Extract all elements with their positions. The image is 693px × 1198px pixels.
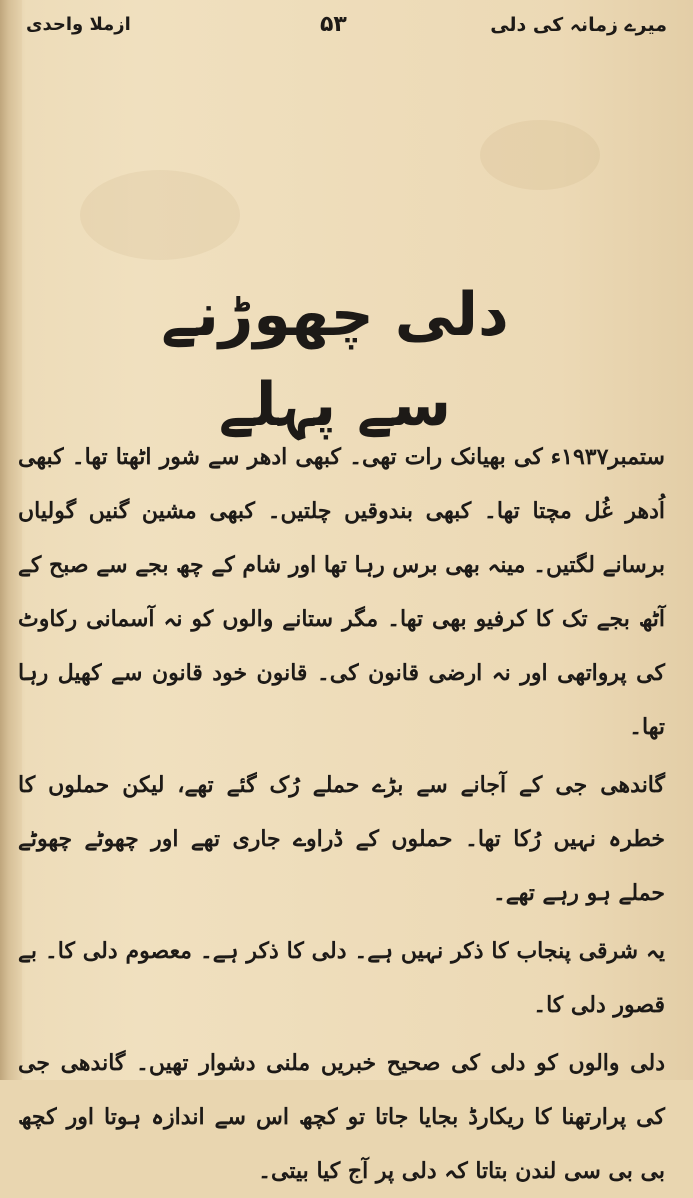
paragraph: ستمبر۱۹۳۷ء کی بھیانک رات تھی۔ کبھی ادھر سے شور اٹھتا تھا۔ کبھی اُدھر غُل مچتا تھا۔ کبھی بندوقیں چلتیں۔ کبھی مشین گنیں گولیاں برسانے لگتیں۔ مینہ بھی برس رہا تھا اور شام کے چھ بجے سے صبح کے آٹھ بجے تک کا کرفیو بھی تھا۔ مگر ستانے والوں کو نہ آسمانی رکاوٹ کی پرواتھی اور نہ ارضی قانون کی۔ قانون خود قانون سے کھیل رہا تھا۔ xyxy=(18,444,665,740)
page-header xyxy=(26,10,667,54)
paragraph: دلی والوں کو دلی کی صحیح خبریں ملنی دشوار تھیں۔ گاندھی جی کی پرارتھنا کا ریکارڈ بجایا جاتا تو کچھ اس سے اندازہ ہوتا اور کچھ بی بی سی لندن بتاتا کہ دلی پر آج کیا بیتی۔ xyxy=(18,1050,665,1184)
paragraph: گاندھی جی کے آجانے سے بڑے حملے رُک گئے تھے، لیکن حملوں کا خطرہ نہیں رُکا تھا۔ حملوں کے ڈراوے جاری تھے اور چھوٹے چھوٹے حملے ہو رہے تھے۔ xyxy=(18,772,665,906)
paper-stain xyxy=(80,170,240,260)
paragraph: یہ شرقی پنجاب کا ذکر نہیں ہے۔ دلی کا ذکر ہے۔ معصوم دلی کا۔ بے قصور دلی کا۔ xyxy=(18,938,665,1018)
running-head-book-title: میرے زمانہ کی دلی xyxy=(490,14,667,36)
body-text xyxy=(18,430,665,1198)
paper-stain xyxy=(480,120,600,190)
chapter-title: دلی چھوڑنے سے پہلے xyxy=(161,280,509,440)
running-head-author: ازملا واحدی xyxy=(26,14,131,35)
page-number: ۵۳ xyxy=(320,12,347,37)
